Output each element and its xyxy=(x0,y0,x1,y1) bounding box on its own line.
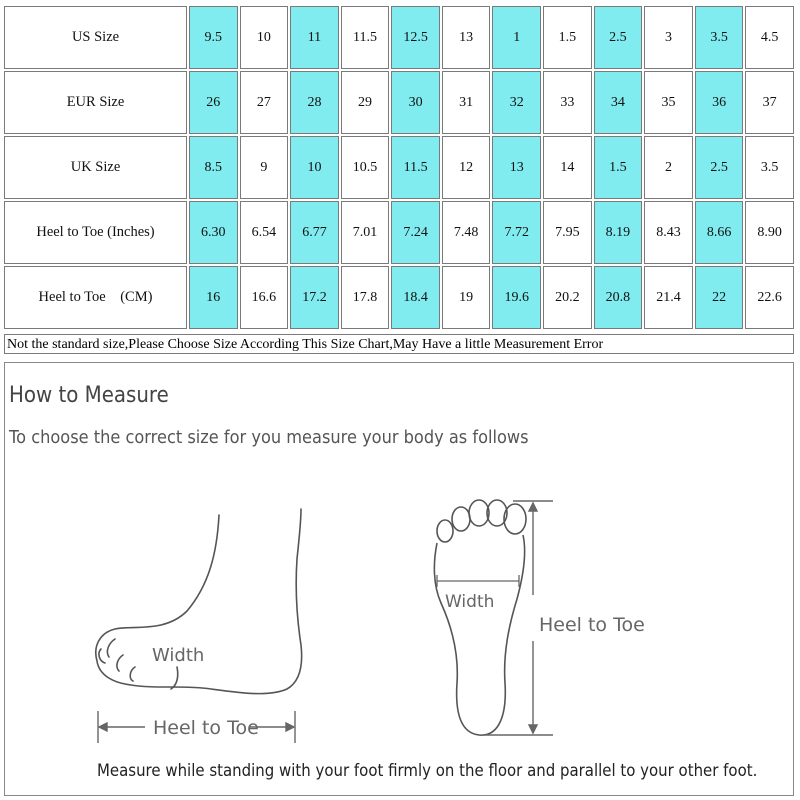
size-note: Not the standard size,Please Choose Size According This Size Chart,May Have a little Measurement Error xyxy=(4,334,794,354)
size-cell: 13 xyxy=(492,136,541,199)
size-cell: 30 xyxy=(391,71,440,134)
size-cell: 7.72 xyxy=(492,201,541,264)
size-cell: 3.5 xyxy=(745,136,794,199)
size-cell: 37 xyxy=(745,71,794,134)
size-cell: 6.77 xyxy=(290,201,339,264)
size-chart xyxy=(2,4,796,331)
measure-footer: Measure while standing with your foot firmly on the floor and parallel to your other foot. xyxy=(97,761,758,781)
size-row-label: Heel to Toe (CM) xyxy=(4,266,187,329)
how-to-measure-panel xyxy=(4,362,794,796)
size-cell: 7.24 xyxy=(391,201,440,264)
size-cell: 29 xyxy=(341,71,390,134)
size-cell: 2.5 xyxy=(695,136,744,199)
top-length-label: Heel to Toe xyxy=(539,614,645,636)
size-table xyxy=(2,4,796,331)
size-cell: 9.5 xyxy=(189,6,238,69)
size-cell: 7.01 xyxy=(341,201,390,264)
size-cell: 22 xyxy=(695,266,744,329)
size-cell: 18.4 xyxy=(391,266,440,329)
size-cell: 11 xyxy=(290,6,339,69)
size-cell: 3 xyxy=(644,6,693,69)
size-cell: 33 xyxy=(543,71,592,134)
size-cell: 10 xyxy=(290,136,339,199)
size-cell: 7.95 xyxy=(543,201,592,264)
size-cell: 16 xyxy=(189,266,238,329)
size-row xyxy=(4,201,794,264)
size-cell: 1.5 xyxy=(543,6,592,69)
size-cell: 35 xyxy=(644,71,693,134)
size-cell: 2.5 xyxy=(594,6,643,69)
size-cell: 10.5 xyxy=(341,136,390,199)
size-cell: 28 xyxy=(290,71,339,134)
size-row xyxy=(4,266,794,329)
size-row-label: EUR Size xyxy=(4,71,187,134)
top-width-bracket xyxy=(437,575,519,587)
size-row xyxy=(4,136,794,199)
size-cell: 32 xyxy=(492,71,541,134)
size-cell: 22.6 xyxy=(745,266,794,329)
size-cell: 27 xyxy=(240,71,289,134)
size-cell: 8.90 xyxy=(745,201,794,264)
size-cell: 19.6 xyxy=(492,266,541,329)
size-cell: 9 xyxy=(240,136,289,199)
size-cell: 13 xyxy=(442,6,491,69)
size-cell: 6.30 xyxy=(189,201,238,264)
size-cell: 36 xyxy=(695,71,744,134)
size-cell: 7.48 xyxy=(442,201,491,264)
size-cell: 17.2 xyxy=(290,266,339,329)
size-cell: 21.4 xyxy=(644,266,693,329)
measure-title: How to Measure xyxy=(9,383,169,408)
size-cell: 10 xyxy=(240,6,289,69)
size-cell: 34 xyxy=(594,71,643,134)
size-cell: 6.54 xyxy=(240,201,289,264)
size-cell: 2 xyxy=(644,136,693,199)
side-width-label: Width xyxy=(152,645,205,666)
size-row-label: US Size xyxy=(4,6,187,69)
size-cell: 8.5 xyxy=(189,136,238,199)
size-cell: 12.5 xyxy=(391,6,440,69)
size-cell: 11.5 xyxy=(391,136,440,199)
size-cell: 8.19 xyxy=(594,201,643,264)
measure-subtitle: To choose the correct size for you measure your body as follows xyxy=(9,427,529,448)
size-cell: 20.2 xyxy=(543,266,592,329)
foot-diagrams xyxy=(5,363,795,797)
size-cell: 3.5 xyxy=(695,6,744,69)
size-cell: 17.8 xyxy=(341,266,390,329)
size-cell: 31 xyxy=(442,71,491,134)
size-cell: 26 xyxy=(189,71,238,134)
size-cell: 14 xyxy=(543,136,592,199)
side-length-label: Heel to Toe xyxy=(153,717,259,739)
size-cell: 1.5 xyxy=(594,136,643,199)
size-row xyxy=(4,6,794,69)
top-foot-illustration xyxy=(434,500,526,735)
size-cell: 8.43 xyxy=(644,201,693,264)
size-row xyxy=(4,71,794,134)
size-row-label: Heel to Toe (Inches) xyxy=(4,201,187,264)
size-cell: 19 xyxy=(442,266,491,329)
size-cell: 20.8 xyxy=(594,266,643,329)
size-cell: 8.66 xyxy=(695,201,744,264)
size-cell: 11.5 xyxy=(341,6,390,69)
size-cell: 16.6 xyxy=(240,266,289,329)
size-row-label: UK Size xyxy=(4,136,187,199)
size-cell: 12 xyxy=(442,136,491,199)
size-cell: 1 xyxy=(492,6,541,69)
top-width-label: Width xyxy=(445,592,495,612)
size-cell: 4.5 xyxy=(745,6,794,69)
